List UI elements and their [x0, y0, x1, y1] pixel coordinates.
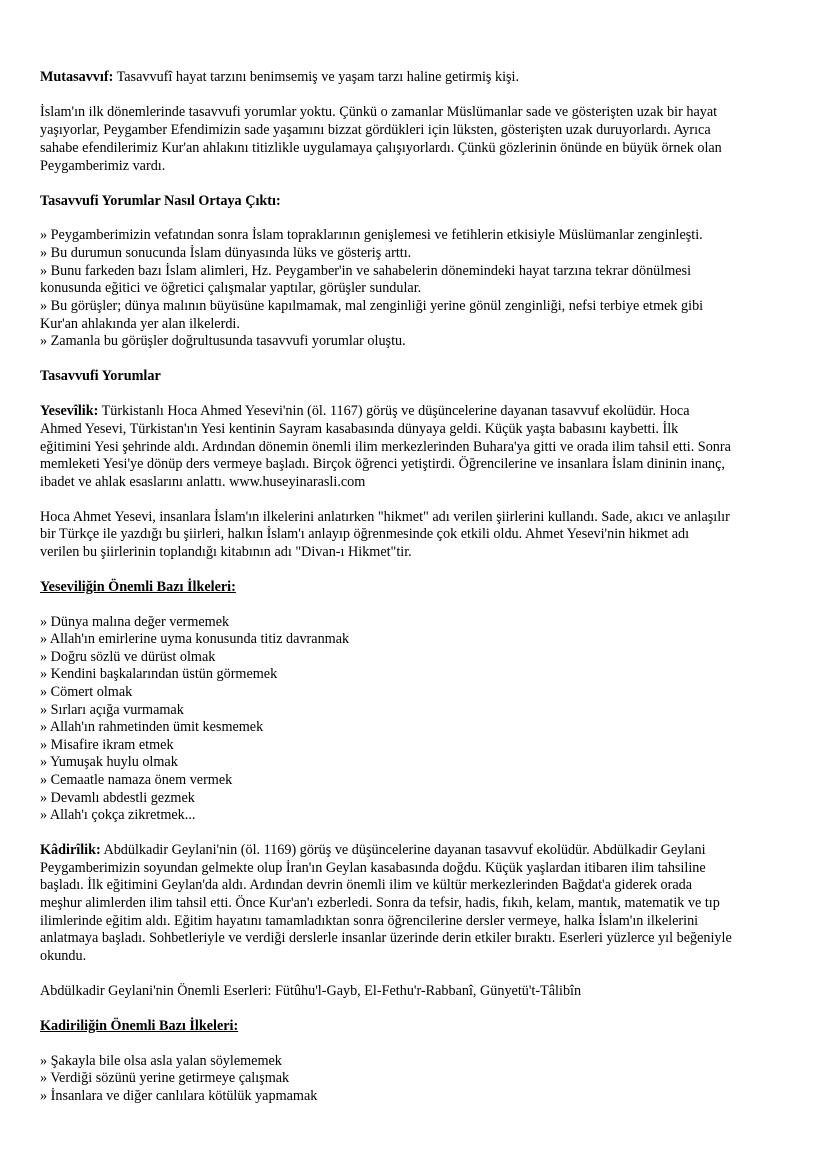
principle-item: » Verdiği sözünü yerine getirmeye çalışmak [40, 1070, 290, 1086]
intro-line: İslam'ın ilk dönemlerinde tasavvufi yorumlar yoktu. Çünkü o zamanlar Müslümanlar sade ve gösterişten uzak bir hayat [40, 104, 718, 120]
intro-line: sahabe efendilerimiz Kur'an ahlakını titizlikle uygulamaya çalışıyorlardı. Çünkü gözlerinin önünde en büyük örnek olan [40, 140, 722, 156]
principle-item: » Yumuşak huylu olmak [40, 754, 178, 770]
principle-item: » Cemaatle namaza önem vermek [40, 772, 233, 788]
principle-item: » Devamlı abdestli gezmek [40, 790, 195, 806]
principle-item: » Misafire ikram etmek [40, 737, 174, 753]
hikmet-line: bir Türkçe ile yazdığı bu şiirleri, halkın İslam'ı anlayıp öğrenmesinde çok etkili oldu. Ahmet Yesevi'nin hikmet adı [40, 526, 690, 542]
origin-line: Kur'an ahlakında yer alan ilkelerdi. [40, 316, 240, 332]
yesevilik-line: Ahmed Yesevi, Türkistan'ın Yesi kentinin Sayram kasabasında dünyaya geldi. Küçük yaşta babasını kaybetti. İlk [40, 421, 679, 437]
principle-item: » Cömert olmak [40, 684, 133, 700]
yesevilik-principles-heading: Yeseviliğin Önemli Bazı İlkeleri: [40, 579, 236, 595]
principle-item: » Şakayla bile olsa asla yalan söylememek [40, 1053, 282, 1069]
kadirilik-line: anlatmaya başladı. Sohbetleriyle ve verdiği derslerle insanlar üzerinde derin etkiler bıraktı. Eserleri yüzlerce yıl beğeniyle [40, 930, 732, 946]
origin-line: » Bu durumun sonucunda İslam dünyasında lüks ve gösteriş arttı. [40, 245, 412, 261]
mutasavvif-definition [40, 68, 519, 86]
origin-line: » Zamanla bu görüşler doğrultusunda tasavvufi yorumlar oluştu. [40, 333, 406, 349]
principle-item: » Allah'ın emirlerine uyma konusunda titiz davranmak [40, 631, 350, 647]
principle-item: » Kendini başkalarından üstün görmemek [40, 666, 278, 682]
principle-item: » Allah'ın rahmetinden ümit kesmemek [40, 719, 264, 735]
principle-item: » Sırları açığa vurmamak [40, 702, 184, 718]
yesevilik-line: eğitimini Yesi şehrinde aldı. Ardından dönemin önemli ilim merkezlerinden Buhara'ya gitti ve orada ilim tahsil etti. Sonra [40, 439, 731, 455]
hikmet-line: Hoca Ahmet Yesevi, insanlara İslam'ın ilkelerini anlatırken "hikmet" adı verilen şiirlerini kullandı. Sade, akıcı ve anlaşılır [40, 509, 730, 525]
origin-line: » Bunu farkeden bazı İslam alimleri, Hz. Peygamber'in ve sahabelerin dönemindeki hayat tarzına tekrar dönülmesi [40, 263, 692, 279]
origin-line: konusunda eğitici ve öğretici çalışmalar yaptılar, görüşler sundular. [40, 280, 422, 296]
yorumlar-heading: Tasavvufi Yorumlar [40, 368, 161, 384]
principle-item: » Allah'ı çokça zikretmek... [40, 807, 196, 823]
kadirilik-text: Abdülkadir Geylani'nin (öl. 1169) görüş ve düşüncelerine dayanan tasavvuf ekolüdür. Abdülkadir Geylani [100, 842, 706, 858]
kadirilik-works: Abdülkadir Geylani'nin Önemli Eserleri: Fütûhu'l-Gayb, El-Fethu'r-Rabbanî, Günyetü't-Tâlibîn [40, 983, 582, 999]
principle-item: » İnsanlara ve diğer canlılara kötülük yapmamak [40, 1088, 318, 1104]
kadirilik-first-line [40, 841, 706, 859]
intro-line: yaşıyorlar, Peygamber Efendimizin sade yaşamını bizzat gördükleri için lüksten, gösterişten uzak duruyorlardı. Ayrıca [40, 122, 711, 138]
yesevilik-line: memleketi Yesi'ye dönüp ders vermeye başladı. Birçok öğrenci yetiştirdi. Öğrencilerine ve insanlara İslam dininin inanç, [40, 456, 725, 472]
intro-line: Peygamberimiz vardı. [40, 158, 166, 174]
definition-text: Tasavvufî hayat tarzını benimsemiş ve yaşam tarzı haline getirmiş kişi. [113, 69, 520, 85]
kadirilik-line: okundu. [40, 948, 87, 964]
term-yesevilik: Yesevîlik: [40, 403, 99, 419]
kadirilik-line: meşhur alimlerden ilim tahsil etti. Önce Kur'an'ı ezberledi. Sonra da tefsir, hadis, fıkıh, kelam, mantık, matematik ve tıp [40, 895, 720, 911]
kadirilik-line: ilimlerinde eğitim aldı. Eğitim hayatını tamamladıktan sonra öğrencilerine dersler vermeye, halka İslam'ın ilkelerini [40, 913, 699, 929]
origin-line: » Bu görüşler; dünya malının büyüsüne kapılmamak, mal zenginliği yerine gönül zenginliği, nefsi terbiye etmek gibi [40, 298, 704, 314]
principle-item: » Dünya malına değer vermemek [40, 614, 230, 630]
yesevilik-first-line [40, 402, 690, 420]
term-mutasavvif: Mutasavvıf: [40, 69, 114, 85]
yesevilik-text: Türkistanlı Hoca Ahmed Yesevi'nin (öl. 1167) görüş ve düşüncelerine dayanan tasavvuf ekolüdür. Hoca [98, 403, 690, 419]
kadirilik-line: başladı. İlk eğitimini Geylan'da aldı. Ardından devrin önemli ilim ve kültür merkezlerinden Bağdat'a giderek orada [40, 877, 693, 893]
yesevilik-line: ibadet ve ahlak esaslarını anlattı. www.huseyinarasli.com [40, 474, 366, 490]
origin-heading: Tasavvufi Yorumlar Nasıl Ortaya Çıktı: [40, 193, 281, 209]
principle-item: » Doğru sözlü ve dürüst olmak [40, 649, 216, 665]
hikmet-line: verilen bu şiirlerinin toplandığı kitabının adı "Divan-ı Hikmet"tir. [40, 544, 412, 560]
kadirilik-line: Peygamberimizin soyundan gelmekte olup İran'ın Geylan kasabasında doğdu. Küçük yaşlardan itibaren ilim tahsiline [40, 860, 706, 876]
kadirilik-principles-heading: Kadiriliğin Önemli Bazı İlkeleri: [40, 1018, 239, 1034]
term-kadirilik: Kâdirîlik: [40, 842, 101, 858]
origin-line: » Peygamberimizin vefatından sonra İslam topraklarının genişlemesi ve fetihlerin etkisiyle Müslümanlar zenginleşti. [40, 227, 703, 243]
